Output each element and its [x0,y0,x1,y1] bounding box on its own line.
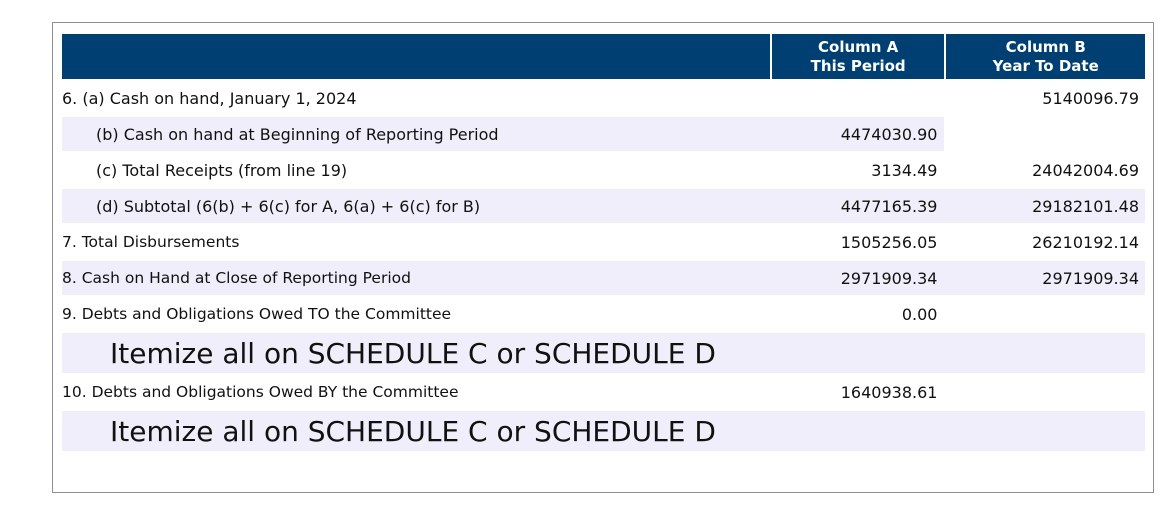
row-value-a: 0.00 [901,304,938,324]
row-label: (b) Cash on hand at Beginning of Reporting Period [62,117,770,151]
table-row [62,81,1145,115]
column-b-subtitle: Year To Date [992,56,1099,75]
row-value-b [944,297,1145,331]
row-value-b [944,117,1145,151]
row-label: (d) Subtotal (6(b) + 6(c) for A, 6(a) + 6(c) for B) [62,189,770,223]
row-value-a: 1640938.61 [840,382,938,402]
row-value-b: 2971909.34 [944,261,1145,295]
row-label: 9. Debts and Obligations Owed TO the Committee [62,305,452,323]
row-label: 7. Total Disbursements [62,233,240,251]
summary-table [62,32,1145,453]
table-row [62,153,1145,187]
row-value-a: 4477165.39 [770,189,945,223]
row-value-b [944,375,1145,409]
column-a-subtitle: This Period [810,56,906,75]
table-row [62,297,1145,331]
itemize-note: Itemize all on SCHEDULE C or SCHEDULE D [62,411,1145,451]
itemize-note: Itemize all on SCHEDULE C or SCHEDULE D [62,333,1145,373]
itemize-note-row [62,333,1145,373]
row-value-a: 1505256.05 [840,232,938,252]
row-label: 10. Debts and Obligations Owed BY the Committee [62,383,459,401]
row-value-b: 26210192.14 [1032,232,1139,252]
header-row [62,34,1145,79]
table-row [62,261,1145,295]
row-value-a: 3134.49 [871,160,938,180]
row-value-a: 2971909.34 [770,261,945,295]
column-b-title: Column B [1005,37,1086,56]
table-row [62,117,1145,151]
header-blank-cell [62,34,770,79]
itemize-note-row [62,411,1145,451]
row-value-a: 4474030.90 [770,117,945,151]
row-value-b: 24042004.69 [1032,160,1139,180]
row-label: 8. Cash on Hand at Close of Reporting Period [62,261,770,295]
table-row [62,225,1145,259]
summary-frame [52,22,1154,493]
row-value-a [770,81,945,115]
column-b-header [944,34,1145,79]
table-row [62,375,1145,409]
row-label: (c) Total Receipts (from line 19) [96,160,348,180]
row-label: 6. (a) Cash on hand, January 1, 2024 [62,88,357,108]
row-value-b: 5140096.79 [1042,88,1139,108]
column-a-header [770,34,945,79]
table-row [62,189,1145,223]
row-value-b: 29182101.48 [944,189,1145,223]
column-a-title: Column A [818,37,899,56]
